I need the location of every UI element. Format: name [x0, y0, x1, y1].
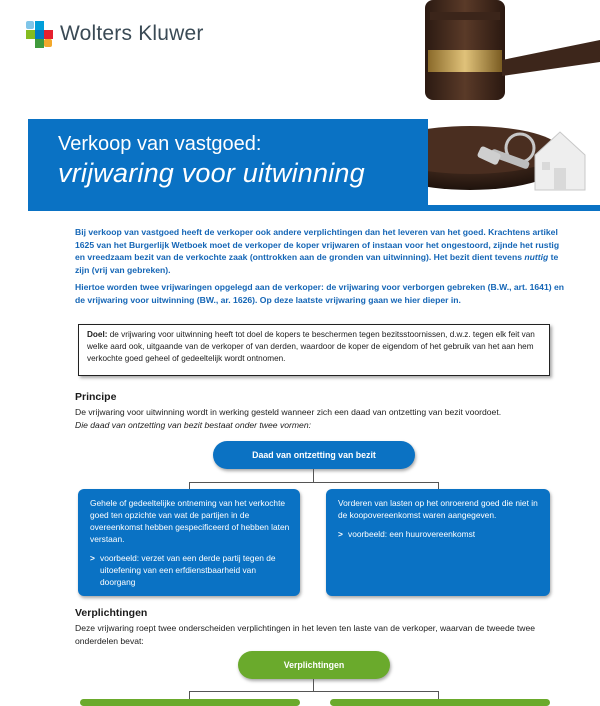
connector-line	[189, 691, 190, 699]
connector-line	[438, 691, 439, 699]
connector-line	[313, 679, 314, 691]
right-info-box: Vorderen van lasten op het onroerend goed die niet in de koopovereenkomst waren aangegeven. > voorbeeld: een huurovereenkomst	[326, 489, 550, 596]
green-box-left	[80, 699, 300, 706]
daad-pill: Daad van ontzetting van bezit	[213, 441, 415, 469]
principe-text: De vrijwaring voor uitwinning wordt in werking gesteld wanneer zich een daad van ontzetting van bezit voordoet. Die daad van ontzetting van bezit bestaat onder twee vormen:	[75, 407, 502, 430]
connector-line	[189, 482, 439, 483]
doel-text: de vrijwaring voor uitwinning heeft tot doel de kopers te beschermen tegen bezitsstoornissen, d.w.z. tegen elk feit van welke aard ook, uitgaande van de verkoper of van derden, waardoor de koper de eigendom of het gebruik van het aan hem verkochte goed geheel of gedeeltelijk wordt ontnomen.	[87, 330, 535, 363]
brand-logo	[26, 20, 204, 48]
intro-paragraph-2: Hiertoe worden twee vrijwaringen opgelegd aan de verkoper: de vrijwaring voor verborgen gebreken (B.W., art. 1641) en de vrijwaring voor uitwinning (BW., ar. 1626). Op deze laatste vrijwaring gaan we hier dieper in.	[75, 282, 565, 305]
intro-paragraph-1: Bij verkoop van vastgoed heeft de verkoper ook andere verplichtingen dan het leveren van het goed. Krachtens artikel 1625 van het Burgerlijk Wetboek moet de verkoper de koper vrijwaren of instaan voor het ongestoord, zijnde het rustig en vreedzaam bezit van de verkochte zaak (onttrokken aan de gronden van uitwinning). Het bezit dient tevens nuttig te zijn (vrij van gebreken).	[75, 227, 560, 275]
verplichtingen-text: Deze vrijwaring roept twee onderscheiden verplichtingen in het leven ten laste van de verkoper, waarvan de tweede twee onderdelen bevat:	[75, 623, 536, 646]
title-line-2: vrijwaring voor uitwinning	[58, 158, 365, 188]
green-box-right	[330, 699, 550, 706]
connector-line	[313, 469, 314, 482]
connector-line	[189, 691, 439, 692]
right-example: > voorbeeld: een huurovereenkomst	[338, 528, 540, 540]
connector-line	[438, 482, 439, 489]
title-banner-strip	[28, 205, 600, 211]
verplichtingen-heading: Verplichtingen	[75, 607, 148, 619]
left-info-box: Gehele of gedeeltelijke ontneming van het verkochte goed ten opzichte van wat de partijen in de overeenkomst hebben gespecificeerd of hebben laten verstaan. > voorbeeld: verzet van een derde partij tegen de uitoefening van een erfdienstbaarheid van doorgang	[78, 489, 300, 596]
principe-heading: Principe	[75, 391, 117, 403]
left-example: > voorbeeld: verzet van een derde partij tegen de uitoefening van een erfdienstbaarheid van doorgang	[90, 552, 290, 588]
doel-label: Doel:	[87, 330, 108, 339]
verplichtingen-pill: Verplichtingen	[238, 651, 390, 679]
doel-box	[78, 324, 550, 376]
brand-name: Wolters Kluwer	[60, 22, 204, 45]
wolters-kluwer-logo-icon	[26, 21, 52, 47]
connector-line	[189, 482, 190, 489]
title-line-1: Verkoop van vastgoed:	[58, 133, 262, 155]
